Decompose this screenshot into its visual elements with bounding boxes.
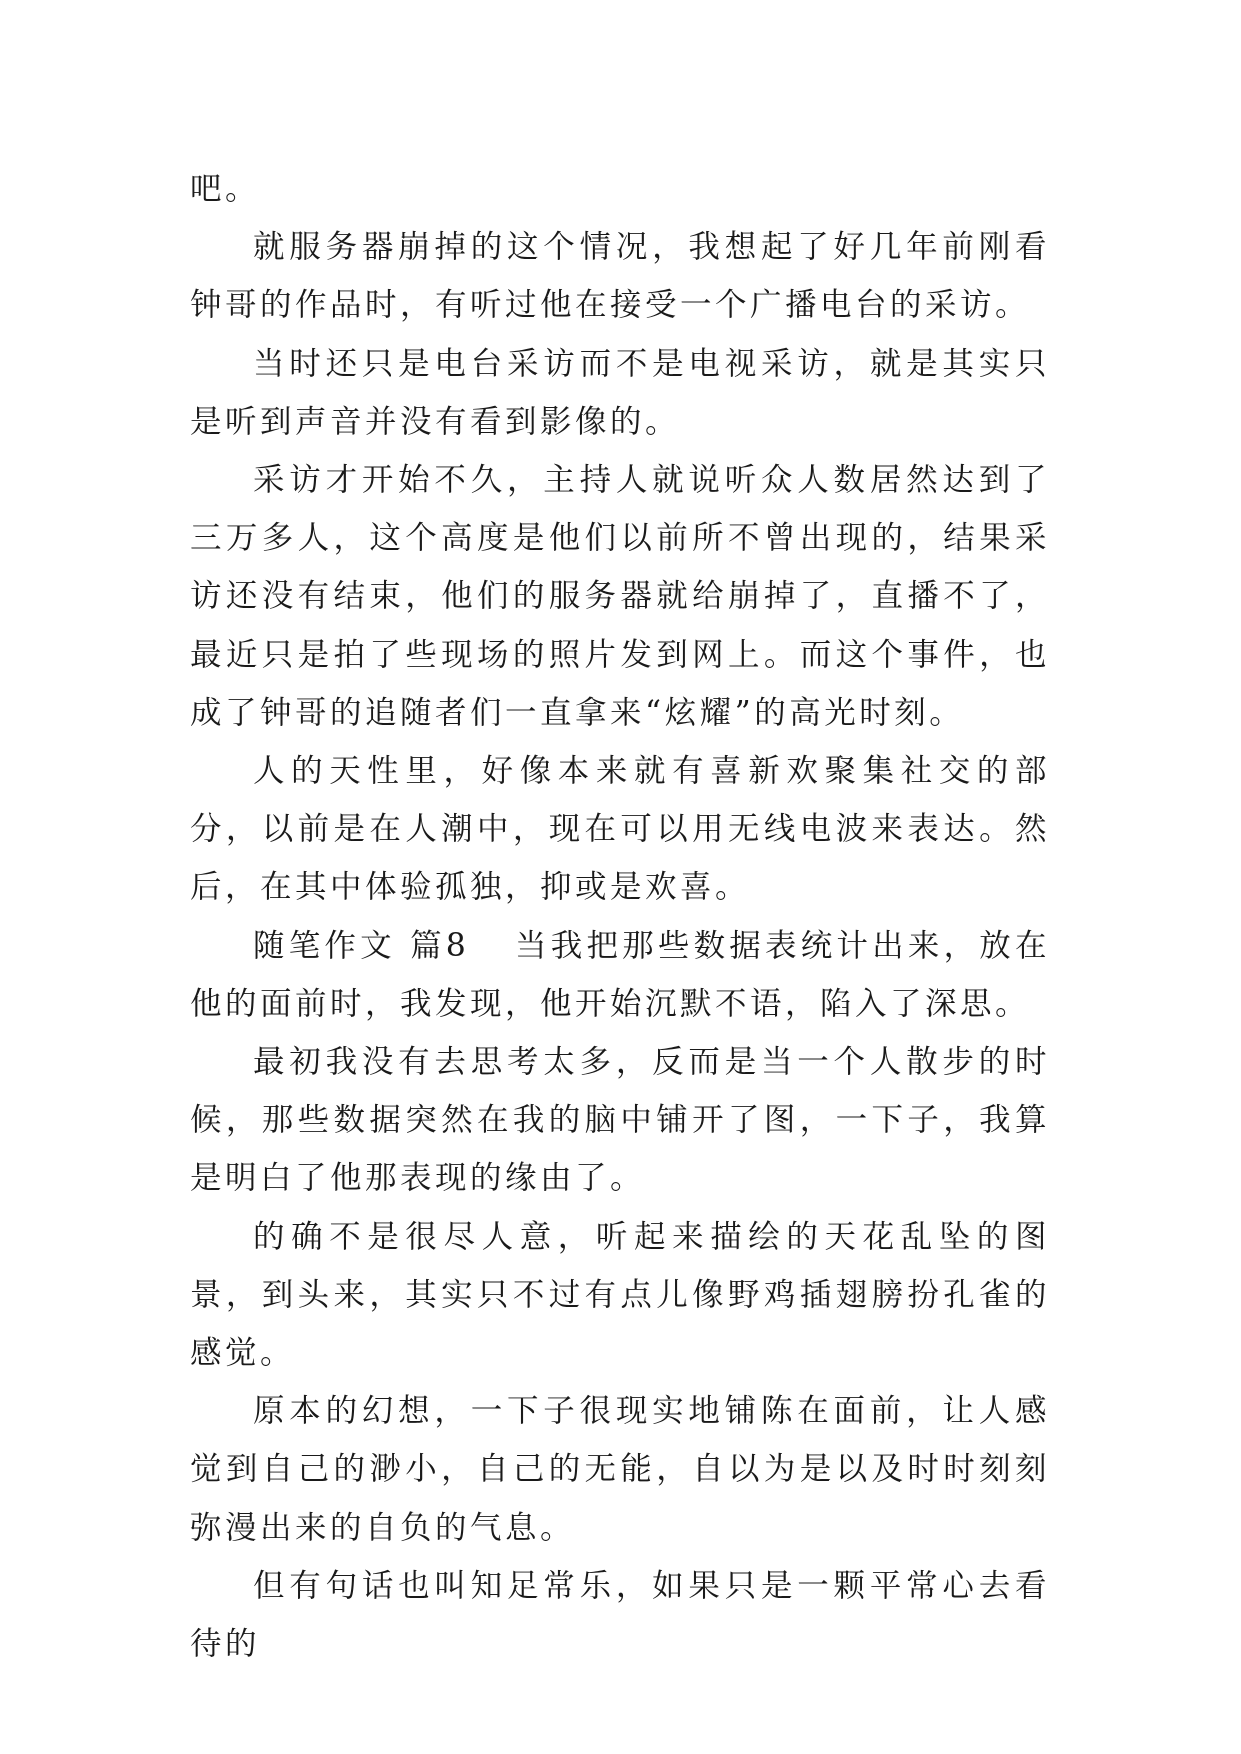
paragraph-continuation: 吧。 [190, 171, 261, 207]
section-first-paragraph: 当我把那些数据表统计出来，放在他的面前时，我发现，他开始沉默不语，陷入了深思。 [190, 927, 1050, 1022]
paragraph: 就服务器崩掉的这个情况，我想起了好几年前刚看钟哥的作品时，有听过他在接受一个广播电台的采访。 [190, 229, 1050, 324]
paragraph: 但有句话也叫知足常乐，如果只是一颗平常心去看待的 [190, 1567, 1050, 1663]
section-title: 随笔作文 篇8 [253, 927, 470, 964]
paragraph: 采访才开始不久，主持人就说听众人数居然达到了三万多人，这个高度是他们以前所不曾出现的，结果采访还没有结束，他们的服务器就给崩掉了，直播不了，最近只是拍了些现场的照片发到网上。而这个事件，也成了钟哥的追随者们一直拿来“炫耀”的高光时刻。 [190, 462, 1050, 731]
paragraph: 最初我没有去思考太多，反而是当一个人散步的时候，那些数据突然在我的脑中铺开了图，一下子，我算是明白了他那表现的缘由了。 [190, 1044, 1050, 1197]
paragraph: 的确不是很尽人意，听起来描绘的天花乱坠的图景，到头来，其实只不过有点儿像野鸡插翅膀扮孔雀的感觉。 [190, 1218, 1050, 1372]
section-paragraph [190, 917, 1050, 1033]
document-body [190, 160, 1050, 1673]
paragraph: 人的天性里，好像本来就有喜新欢聚集社交的部分，以前是在人潮中，现在可以用无线电波来表达。然后，在其中体验孤独，抑或是欢喜。 [190, 753, 1050, 906]
paragraph: 原本的幻想，一下子很现实地铺陈在面前，让人感觉到自己的渺小，自己的无能，自以为是以及时时刻刻弥漫出来的自负的气息。 [190, 1393, 1050, 1546]
paragraph: 当时还只是电台采访而不是电视采访，就是其实只是听到声音并没有看到影像的。 [190, 345, 1050, 440]
